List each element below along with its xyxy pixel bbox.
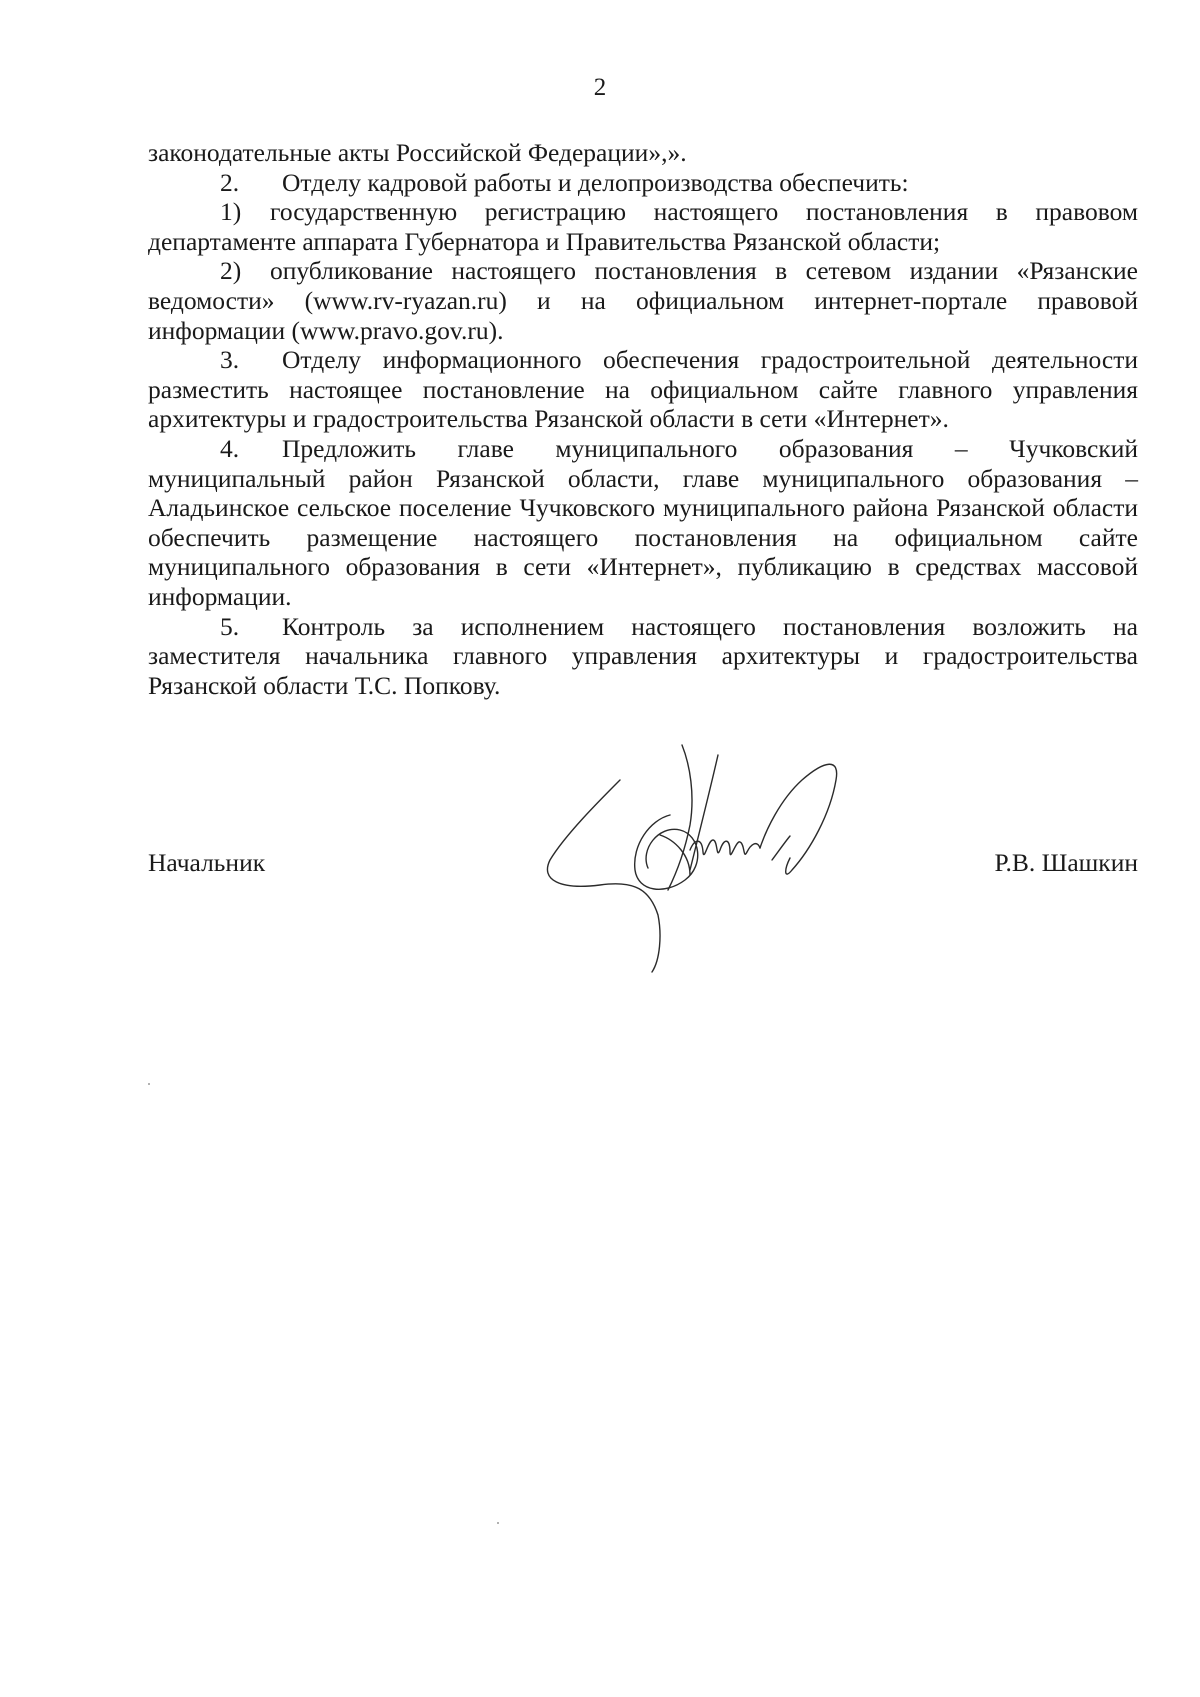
paragraph-text: Предложить главе муниципального образования – Чучковский муниципальный район Рязанской области, главе муниципального образования – Аладьинское сельское поселение Чучковского муниципального района Рязанской области обеспечить размещение настоящего постановления на официальном сайте муниципального образования в сети «Интернет», публикацию в средствах массовой информации.	[148, 433, 1138, 611]
paragraph-item-4	[148, 434, 1138, 612]
scan-speck	[148, 1083, 150, 1085]
paragraph-subitem-2	[148, 256, 1138, 345]
paragraph-text: законодательные акты Российской Федерации»,».	[148, 138, 687, 167]
paragraph-text: опубликование настоящего постановления в сетевом издании «Рязанские ведомости» (www.rv-ryazan.ru) и на официальном интернет-портале правовой информации (www.pravo.gov.ru).	[148, 256, 1138, 345]
paragraph-number: 3.	[220, 345, 240, 375]
paragraph-item-3	[148, 345, 1138, 434]
paragraph-text: государственную регистрацию настоящего постановления в правовом департаменте аппарата Губернатора и Правительства Рязанской области;	[148, 197, 1138, 256]
paragraph-text: Контроль за исполнением настоящего постановления возложить на заместителя начальника главного управления архитектуры и градостроительства Рязанской области Т.С. Попкову.	[148, 611, 1138, 700]
document-body	[148, 138, 1138, 700]
paragraph-number: 5.	[220, 611, 240, 641]
paragraph-subitem-1	[148, 197, 1138, 256]
page-number: 2	[593, 74, 607, 101]
paragraph-text: Отделу информационного обеспечения градостроительной деятельности разместить настоящее постановление на официальном сайте главного управления архитектуры и градостроительства Рязанской области в сети «Интернет».	[148, 345, 1138, 434]
paragraph-item-5	[148, 612, 1138, 701]
paragraph-item-2	[148, 168, 1138, 198]
paragraph-continuation	[148, 138, 1138, 168]
paragraph-number: 2)	[220, 256, 242, 286]
paragraph-number: 2.	[220, 167, 240, 197]
signatory-title: Начальник	[148, 848, 266, 877]
paragraph-number: 4.	[220, 433, 240, 463]
signatory-name: Р.В. Шашкин	[994, 848, 1138, 877]
paragraph-text: Отделу кадровой работы и делопроизводства обеспечить:	[282, 167, 909, 197]
paragraph-number: 1)	[220, 197, 242, 227]
signature-block	[148, 848, 1138, 888]
scan-speck	[497, 1522, 499, 1524]
